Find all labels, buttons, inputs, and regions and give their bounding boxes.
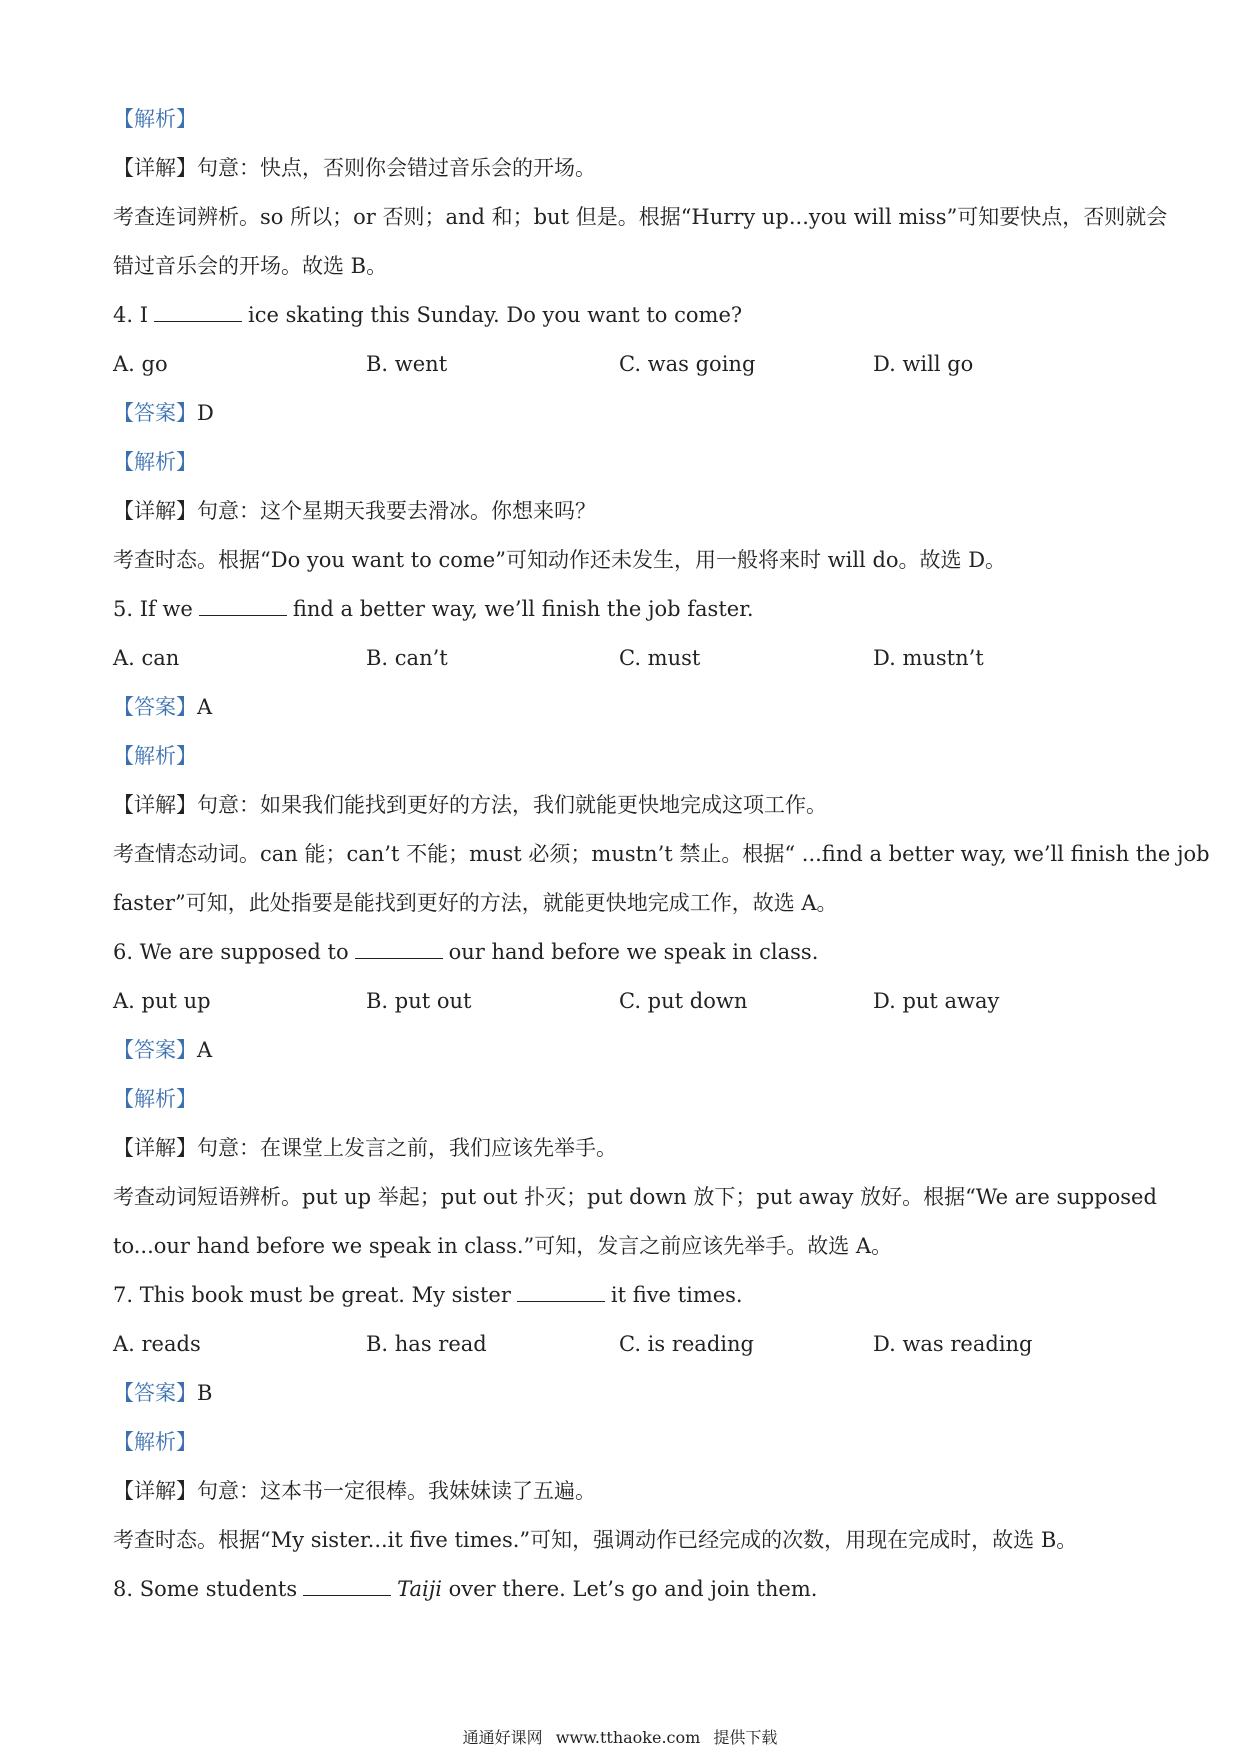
footer-url[interactable]: www.tthaoke.com — [555, 1728, 701, 1747]
option-d: D. was reading — [873, 1332, 1033, 1356]
question-6 — [113, 938, 818, 966]
answer-label: 【答案】 — [113, 1038, 197, 1062]
detail-translation: 【详解】句意：如果我们能找到更好的方法，我们就能更快地完成这项工作。 — [113, 793, 827, 817]
jiexi-label: 【解析】 — [113, 450, 197, 474]
detail-translation: 【详解】句意：快点，否则你会错过音乐会的开场。 — [113, 156, 596, 180]
question-text: 4. I — [113, 303, 149, 327]
question-4 — [113, 301, 742, 329]
question-text: our hand before we speak in class. — [448, 940, 819, 964]
options-4 — [113, 350, 1113, 378]
question-text: over there. Let’s go and join them. — [448, 1577, 818, 1601]
option-c: C. put down — [619, 989, 748, 1013]
question-text: 6. We are supposed to — [113, 940, 349, 964]
explanation-line: 考查连词辨析。so 所以；or 否则；and 和；but 但是。根据“Hurry up...you will miss”可知要快点，否则就会 — [113, 205, 1168, 229]
answer-blank — [355, 940, 443, 959]
options-7 — [113, 1330, 1113, 1358]
question-5 — [113, 595, 754, 623]
jiexi-label: 【解析】 — [113, 107, 197, 131]
detail-translation: 【详解】句意：这个星期天我要去滑冰。你想来吗？ — [113, 499, 596, 523]
question-text: 8. Some students — [113, 1577, 298, 1601]
answer-line — [113, 1379, 212, 1407]
option-d: D. will go — [873, 352, 974, 376]
question-text: 7. This book must be great. My sister — [113, 1283, 511, 1307]
explanation-line: 考查时态。根据“Do you want to come”可知动作还未发生，用一般将来时 will do。故选 D。 — [113, 548, 1007, 572]
answer-line — [113, 1036, 212, 1064]
options-6 — [113, 987, 1113, 1015]
option-b: B. went — [366, 352, 448, 376]
answer-blank — [199, 597, 287, 616]
explanation-line: 考查情态动词。can 能；can’t 不能；must 必须；mustn’t 禁止。根据“ ...find a better way, we’ll finish the job — [113, 842, 1210, 866]
question-8 — [113, 1575, 817, 1603]
explanation-line: 考查动词短语辨析。put up 举起；put out 扑灭；put down 放下；put away 放好。根据“We are supposed — [113, 1185, 1157, 1209]
option-a: A. can — [113, 646, 180, 670]
option-a: A. put up — [113, 989, 211, 1013]
options-5 — [113, 644, 1113, 672]
jiexi-label: 【解析】 — [113, 1087, 197, 1111]
explanation-line: 错过音乐会的开场。故选 B。 — [113, 254, 388, 278]
answer-blank — [154, 303, 242, 322]
question-text: ice skating this Sunday. Do you want to come? — [248, 303, 743, 327]
answer-value: B — [197, 1381, 213, 1405]
page-footer — [0, 1728, 1240, 1748]
answer-label: 【答案】 — [113, 1381, 197, 1405]
detail-translation: 【详解】句意：这本书一定很棒。我妹妹读了五遍。 — [113, 1479, 596, 1503]
option-b: B. has read — [366, 1332, 487, 1356]
footer-site-name: 通通好课网 — [462, 1728, 543, 1747]
answer-value: A — [197, 1038, 213, 1062]
explanation-line: faster”可知，此处指要是能找到更好的方法，就能更快地完成工作，故选 A。 — [113, 891, 838, 915]
option-d: D. mustn’t — [873, 646, 984, 670]
explanation-line: to...our hand before we speak in class.”可知，发言之前应该先举手。故选 A。 — [113, 1234, 893, 1258]
option-b: B. put out — [366, 989, 472, 1013]
answer-blank — [517, 1283, 605, 1302]
question-italic-term: Taiji — [397, 1577, 442, 1601]
detail-translation: 【详解】句意：在课堂上发言之前，我们应该先举手。 — [113, 1136, 617, 1160]
answer-line — [113, 399, 214, 427]
answer-label: 【答案】 — [113, 695, 197, 719]
option-c: C. is reading — [619, 1332, 754, 1356]
option-a: A. go — [113, 352, 168, 376]
footer-suffix: 提供下载 — [713, 1728, 778, 1747]
option-a: A. reads — [113, 1332, 201, 1356]
question-text: 5. If we — [113, 597, 193, 621]
answer-blank — [303, 1577, 391, 1596]
option-c: C. must — [619, 646, 701, 670]
jiexi-label: 【解析】 — [113, 1430, 197, 1454]
option-b: B. can’t — [366, 646, 448, 670]
answer-label: 【答案】 — [113, 401, 197, 425]
option-d: D. put away — [873, 989, 1000, 1013]
explanation-line: 考查时态。根据“My sister...it five times.”可知，强调动作已经完成的次数，用现在完成时，故选 B。 — [113, 1528, 1078, 1552]
option-c: C. was going — [619, 352, 756, 376]
answer-line — [113, 693, 212, 721]
answer-value: D — [197, 401, 214, 425]
jiexi-label: 【解析】 — [113, 744, 197, 768]
question-text: find a better way, we’ll finish the job faster. — [292, 597, 754, 621]
question-text: it five times. — [610, 1283, 743, 1307]
question-7 — [113, 1281, 743, 1309]
answer-value: A — [197, 695, 213, 719]
